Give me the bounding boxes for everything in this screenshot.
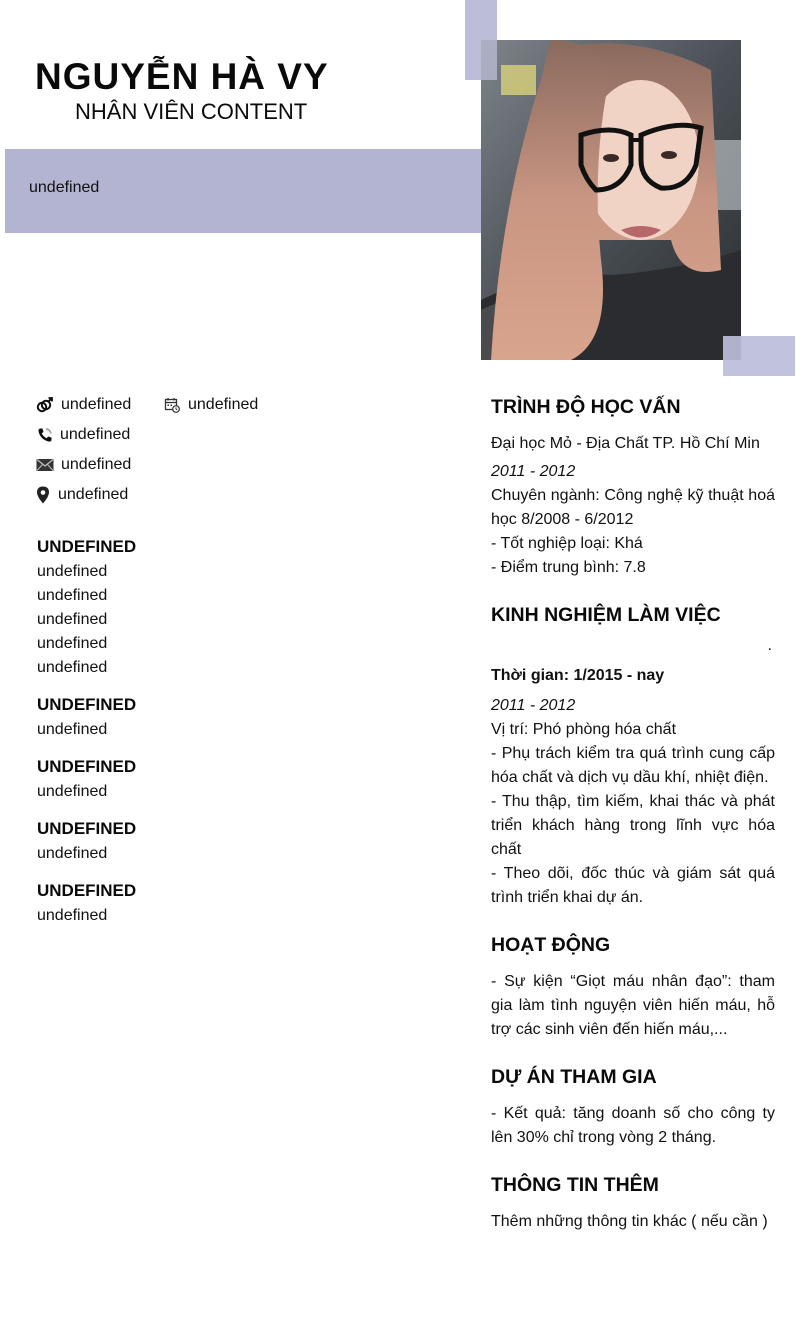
birthday-value: undefined: [188, 396, 259, 413]
experience-duty: - Theo dõi, đốc thúc và giám sát quá trình triển khai dự án.: [491, 865, 775, 906]
experience-duty: - Phụ trách kiểm tra quá trình cung cấp hóa chất và dịch vụ dầu khí, nhiệt điện.: [491, 745, 775, 786]
address-value: undefined: [58, 486, 129, 503]
experience-position: Vị trí: Phó phòng hóa chất: [491, 721, 677, 738]
additional-info-text: Thêm những thông tin khác ( nếu cần ): [491, 1213, 768, 1230]
left-section-item: undefined: [37, 783, 108, 800]
calendar-icon: [164, 396, 180, 414]
left-section-title: UNDEFINED: [37, 819, 137, 838]
education-title: TRÌNH ĐỘ HỌC VẤN: [491, 396, 681, 418]
left-section-title: UNDEFINED: [37, 695, 137, 714]
location-pin-icon: [36, 486, 50, 504]
left-section: [37, 818, 437, 866]
left-section-item: undefined: [37, 563, 108, 580]
left-section-title: UNDEFINED: [37, 757, 137, 776]
phone-value: undefined: [60, 426, 131, 443]
phone-icon: [36, 426, 54, 444]
contact-gender: [36, 396, 131, 414]
left-section: [37, 756, 437, 804]
left-section-item: undefined: [37, 587, 108, 604]
education-section: [491, 394, 775, 580]
education-details: Chuyên ngành: Công nghệ kỹ thuật hoá học 8/2008 - 6/2012: [491, 487, 775, 528]
additional-info-section: [491, 1172, 775, 1234]
gender-icon: [36, 396, 54, 414]
left-section-title: UNDEFINED: [37, 881, 137, 900]
contact-address: [36, 486, 128, 504]
activities-text: - Sự kiện “Giọt máu nhân đạo”: tham gia làm tình nguyện viên hiến máu, hỗ trợ các sinh viên đến hiến máu,...: [491, 973, 775, 1038]
left-section-item: undefined: [37, 907, 108, 924]
left-section: [37, 694, 437, 742]
summary-text: undefined: [29, 179, 100, 196]
email-value: undefined: [61, 456, 132, 473]
left-section-item: undefined: [37, 721, 108, 738]
gender-value: undefined: [61, 396, 132, 413]
left-section-item: undefined: [37, 611, 108, 628]
contact-email: [36, 456, 131, 474]
left-section: [37, 536, 437, 680]
experience-period: 2011 - 2012: [491, 697, 576, 714]
left-section: [37, 880, 437, 928]
activities-section: [491, 932, 775, 1042]
left-section-item: undefined: [37, 659, 108, 676]
education-school: Đại học Mỏ - Địa Chất TP. Hồ Chí Min: [491, 435, 760, 452]
education-period: 2011 - 2012: [491, 463, 576, 480]
experience-time: Thời gian: 1/2015 - nay: [491, 667, 665, 684]
projects-section: [491, 1064, 775, 1150]
projects-text: - Kết quả: tăng doanh số cho công ty lên 30% chỉ trong vòng 2 tháng.: [491, 1105, 775, 1146]
job-title: NHÂN VIÊN CONTENT: [75, 99, 308, 124]
candidate-name: NGUYỄN HÀ VY: [35, 56, 329, 97]
additional-info-title: THÔNG TIN THÊM: [491, 1174, 659, 1196]
experience-title: KINH NGHIỆM LÀM VIỆC: [491, 604, 721, 626]
left-section-title: UNDEFINED: [37, 537, 137, 556]
decorative-block-bottom: [723, 336, 795, 376]
contact-phone: [36, 426, 130, 444]
projects-title: DỰ ÁN THAM GIA: [491, 1066, 657, 1088]
left-section-item: undefined: [37, 845, 108, 862]
decorative-block-top-overlap: [481, 40, 497, 80]
right-column: [491, 394, 775, 1234]
education-gpa: - Điểm trung bình: 7.8: [491, 559, 646, 576]
stray-mark: .: [767, 637, 772, 654]
portrait-illustration: [481, 40, 741, 360]
education-grade: - Tốt nghiệp loại: Khá: [491, 535, 643, 552]
summary-band: [5, 149, 483, 233]
profile-photo: [481, 40, 741, 360]
activities-title: HOẠT ĐỘNG: [491, 934, 611, 956]
experience-section: [491, 602, 775, 910]
mail-icon: [36, 456, 54, 474]
left-column-sections: [37, 536, 437, 942]
left-section-item: undefined: [37, 635, 108, 652]
experience-duty: - Thu thập, tìm kiếm, khai thác và phát triển khách hàng trong lĩnh vực hóa chất: [491, 793, 775, 858]
contact-birthday: [164, 396, 258, 414]
